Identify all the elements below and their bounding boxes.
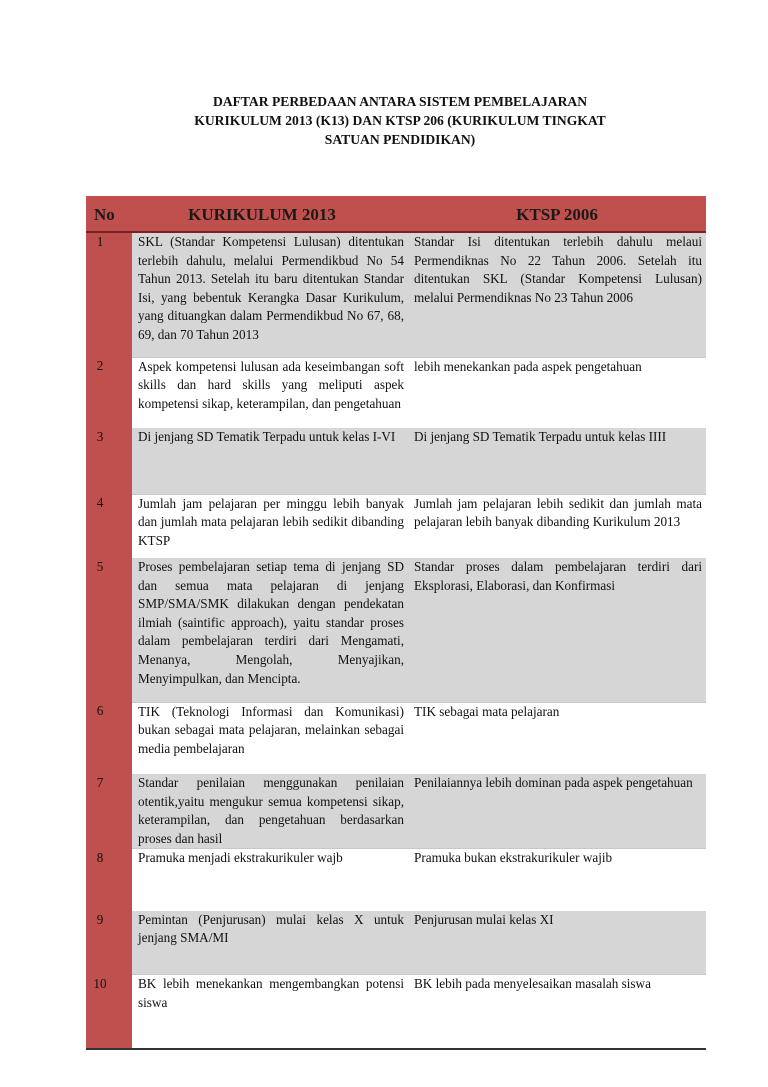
cell-kurikulum-2013: Aspek kompetensi lulusan ada keseimbangan soft skills dan hard skills yang meliputi aspek kompetensi sikap, keterampilan, dan pengetahuan <box>132 357 408 428</box>
cell-kurikulum-2013: Di jenjang SD Tematik Terpadu untuk kelas I-VI <box>132 428 408 494</box>
cell-kurikulum-2013: SKL (Standar Kompetensi Lulusan) ditentukan terlebih dahulu, melalui Permendikbud No 54 Tahun 2013. Setelah itu baru ditentukan Standar Isi, yang bebentuk Kerangka Dasar Kurikulum, yang dituangkan dalam Permendikbud No 67, 68, 69, dan 70 Tahun 2013 <box>132 232 408 357</box>
row-number: 4 <box>86 494 132 558</box>
table-row <box>86 911 706 975</box>
table-row <box>86 774 706 849</box>
cell-ktsp-2006: lebih menekankan pada aspek pengetahuan <box>408 357 706 428</box>
table-row <box>86 494 706 558</box>
cell-kurikulum-2013: BK lebih menekankan mengembangkan potensi siswa <box>132 975 408 1049</box>
cell-ktsp-2006: Jumlah jam pelajaran lebih sedikit dan jumlah mata pelajaran lebih banyak dibanding Kurikulum 2013 <box>408 494 706 558</box>
table-row <box>86 975 706 1049</box>
cell-ktsp-2006: Di jenjang SD Tematik Terpadu untuk kelas IIII <box>408 428 706 494</box>
table-row <box>86 357 706 428</box>
table-header-row <box>86 197 706 232</box>
title-line: DAFTAR PERBEDAAN ANTARA SISTEM PEMBELAJARAN <box>212 94 588 109</box>
row-number: 3 <box>86 428 132 494</box>
row-number: 10 <box>86 975 132 1049</box>
cell-ktsp-2006: Penjurusan mulai kelas XI <box>408 911 706 975</box>
table-row <box>86 849 706 911</box>
table-row <box>86 558 706 702</box>
cell-ktsp-2006: Penilaiannya lebih dominan pada aspek pengetahuan <box>408 774 706 849</box>
title-line: SATUAN PENDIDIKAN) <box>324 132 476 147</box>
header-kurikulum-2013: KURIKULUM 2013 <box>132 197 408 232</box>
header-no: No <box>86 197 132 232</box>
cell-kurikulum-2013: Proses pembelajaran setiap tema di jenjang SD dan semua mata pelajaran di jenjang SMP/SMA/SMK dilakukan dengan pendekatan ilmiah (saintific approach), yaitu standar proses dalam pembelajaran terdiri dari Mengamati, Menanya, Mengolah, Menyajikan, Menyimpulkan, dan Mencipta. <box>132 558 408 702</box>
cell-kurikulum-2013: Jumlah jam pelajaran per minggu lebih banyak dan jumlah mata pelajaran lebih sedikit dibanding KTSP <box>132 494 408 558</box>
cell-ktsp-2006: Standar Isi ditentukan terlebih dahulu melaui Permendiknas No 22 Tahun 2006. Setelah itu ditentukan SKL (Standar Kompetensi Lulusan) melalui Permendiknas No 23 Tahun 2006 <box>408 232 706 357</box>
row-number: 5 <box>86 558 132 702</box>
table-row <box>86 232 706 357</box>
row-number: 9 <box>86 911 132 975</box>
document-title <box>100 92 700 149</box>
row-number: 8 <box>86 849 132 911</box>
comparison-table <box>86 196 706 1050</box>
row-number: 1 <box>86 232 132 357</box>
cell-ktsp-2006: TIK sebagai mata pelajaran <box>408 702 706 774</box>
row-number: 7 <box>86 774 132 849</box>
title-line: KURIKULUM 2013 (K13) DAN KTSP 206 (KURIKULUM TINGKAT <box>194 113 606 128</box>
cell-kurikulum-2013: Pemintan (Penjurusan) mulai kelas X untuk jenjang SMA/MI <box>132 911 408 975</box>
cell-ktsp-2006: Pramuka bukan ekstrakurikuler wajib <box>408 849 706 911</box>
row-number: 2 <box>86 357 132 428</box>
table-row <box>86 428 706 494</box>
cell-kurikulum-2013: Pramuka menjadi ekstrakurikuler wajb <box>132 849 408 911</box>
cell-ktsp-2006: BK lebih pada menyelesaikan masalah siswa <box>408 975 706 1049</box>
header-ktsp-2006: KTSP 2006 <box>408 197 706 232</box>
cell-kurikulum-2013: TIK (Teknologi Informasi dan Komunikasi) bukan sebagai mata pelajaran, melainkan sebagai media pembelajaran <box>132 702 408 774</box>
cell-kurikulum-2013: Standar penilaian menggunakan penilaian otentik,yaitu mengukur semua kompetensi sikap, keterampilan, dan pengetahuan berdasarkan proses dan hasil <box>132 774 408 849</box>
table-row <box>86 702 706 774</box>
row-number: 6 <box>86 702 132 774</box>
cell-ktsp-2006: Standar proses dalam pembelajaran terdiri dari Eksplorasi, Elaborasi, dan Konfirmasi <box>408 558 706 702</box>
